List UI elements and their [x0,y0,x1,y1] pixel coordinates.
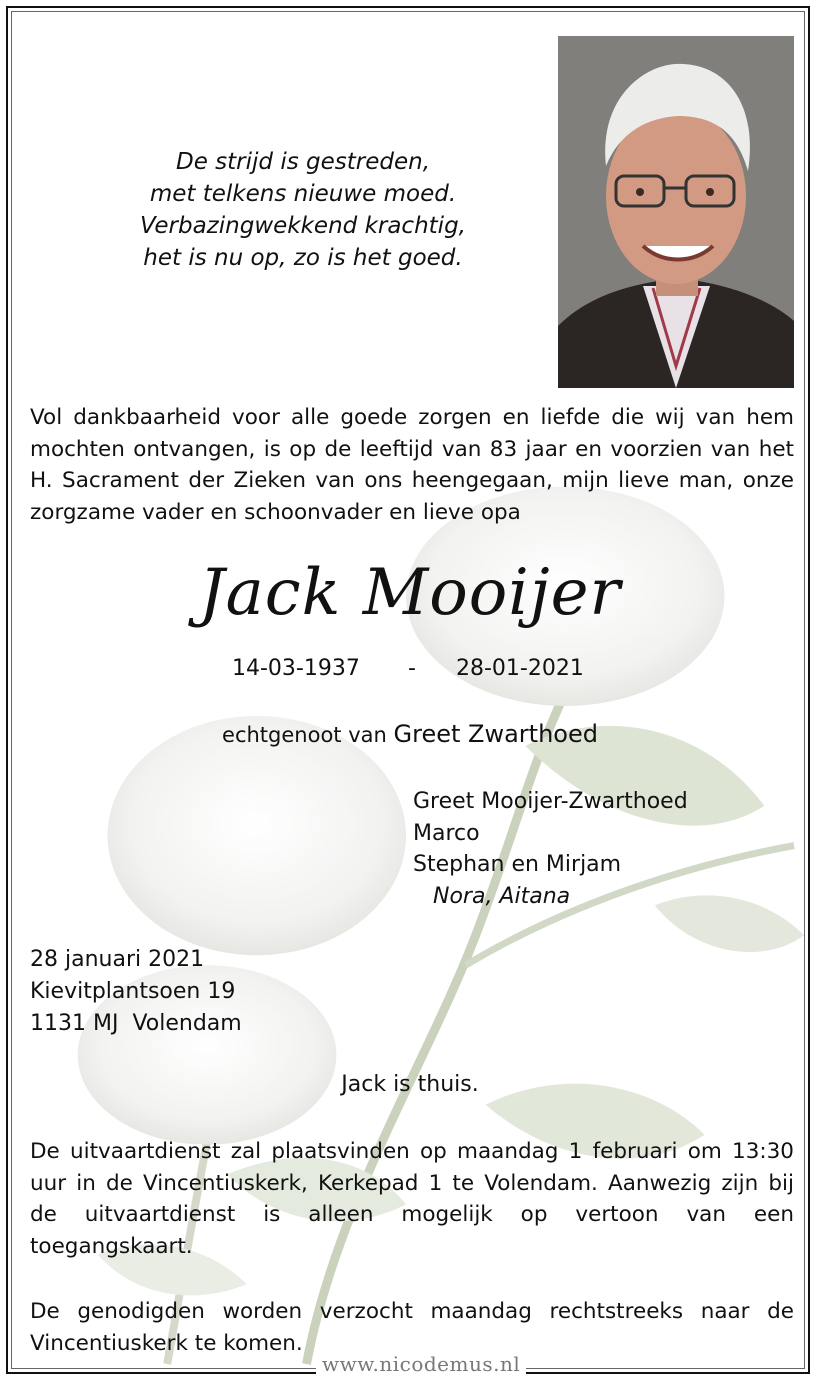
poem-line: met telkens nieuwe moed. [149,181,457,207]
date-separator: - [408,656,416,681]
poem-line: De strijd is gestreden, [176,149,430,175]
death-date: 28-01-2021 [456,656,584,681]
birth-date: 14-03-1937 [232,656,360,681]
service-paragraph: De uitvaartdienst zal plaatsvinden op maandag 1 februari om 13:30 uur in de Vincentiuskerk, Kerkepad 1 te Volendam. Aanwezig zijn bij de uitvaartdienst is alleen mogelijk op vertoon van een toegangskaart. [30,1139,794,1259]
at-home-note: Jack is thuis. [341,1072,479,1097]
spouse-name: Greet Zwarthoed [393,720,598,748]
grandchildren: Nora, Aitana [433,883,571,909]
portrait-photo [558,36,794,388]
address-street: Kievitplantsoen 19 [30,979,236,1004]
invitation-paragraph: De genodigden worden verzocht maandag rechtstreeks naar de Vincentiuskerk te komen. [30,1299,794,1356]
family-member: Marco [413,820,480,846]
portrait-icon [558,36,794,388]
family-member: Stephan en Mirjam [413,852,622,877]
intro-paragraph: Vol dankbaarheid voor alle goede zorgen en liefde die wij van hem mochten ontvangen, is op de leeftijd van 83 jaar en voorzien van het H. Sacrament der Zieken van ons heengegaan, mijn lieve man, onze zorgzame vader en schoonvader en lieve opa [30,405,794,525]
spouse-prefix: echtgenoot van [222,723,387,747]
poem-line: Verbazingwekkend krachtig, [140,213,466,239]
poem [68,146,538,274]
address-date: 28 januari 2021 [30,947,205,972]
address-city: 1131 MJ Volendam [30,1011,242,1036]
family-member: Greet Mooijer-Zwarthoed [413,789,688,814]
deceased-name: Jack Mooijer [198,556,622,630]
poem-line: het is nu op, zo is het goed. [143,245,463,271]
spouse-line [8,720,810,748]
address-block [30,944,242,1040]
family-list [413,786,688,912]
watermark-link[interactable]: www.nicodemus.nl [316,1352,526,1376]
obituary-card [6,6,810,1374]
